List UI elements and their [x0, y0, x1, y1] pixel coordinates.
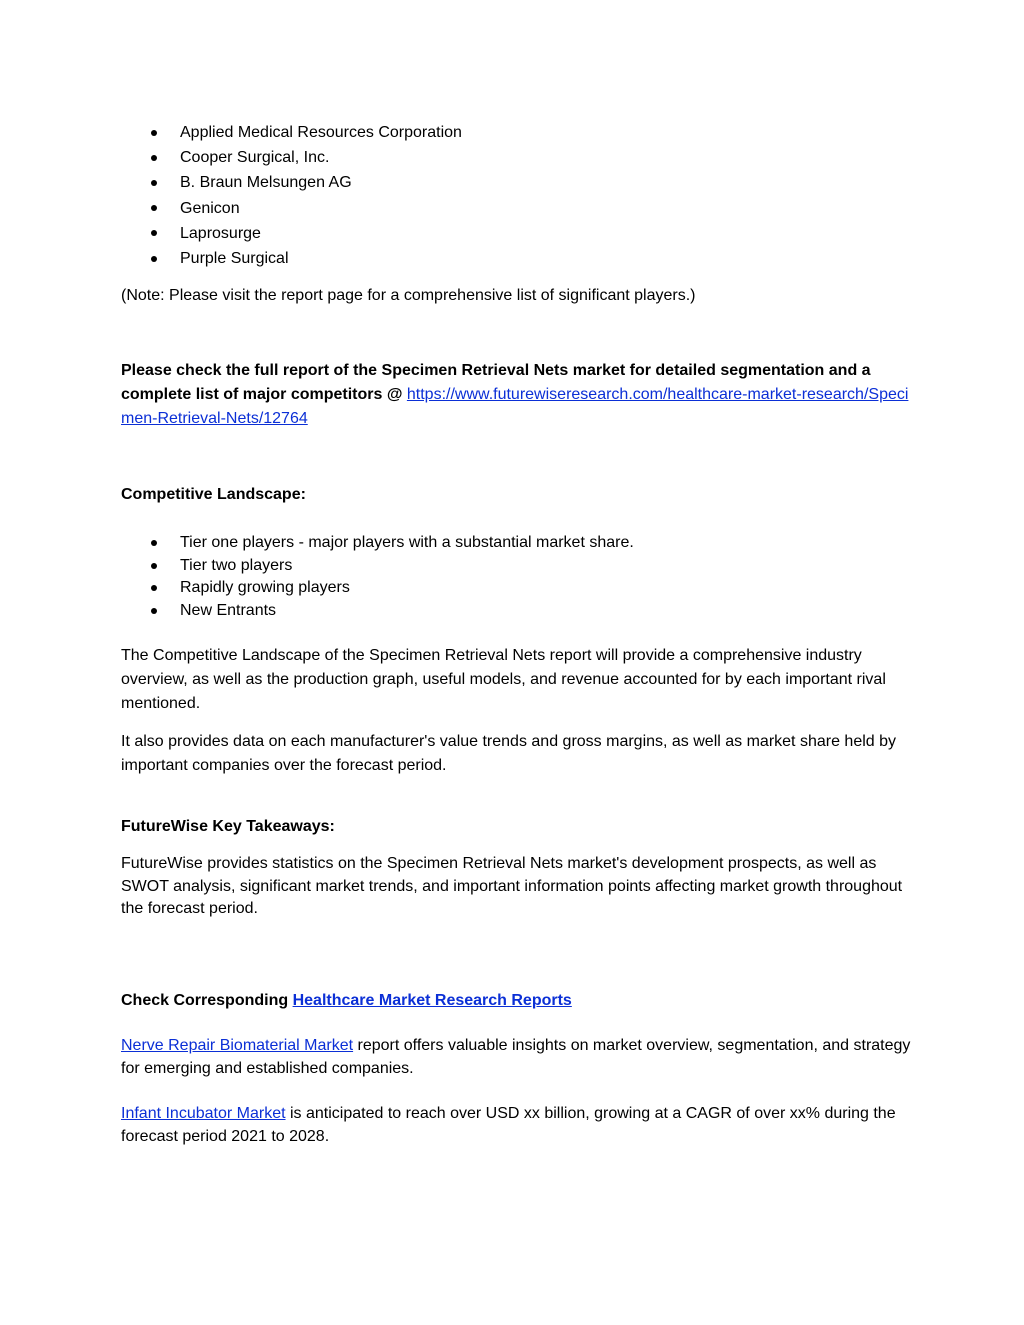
list-item [121, 532, 911, 555]
related-item-1-text: report offers valuable insights on market overview, segmentation, and strategy for emerging and established companies. [121, 1037, 911, 1077]
related-item-1-block [121, 1035, 911, 1080]
related-item-2-block [121, 1103, 911, 1148]
takeaways-para-block [121, 853, 911, 921]
list-item [121, 555, 911, 578]
bullet-icon [151, 230, 157, 236]
competitive-para1-block [121, 644, 911, 716]
competitive-paragraph-2: It also provides data on each manufacturer's value trends and gross margins, as well as market share held by important companies over the forecast period. [121, 733, 897, 774]
note-text: (Note: Please visit the report page for a comprehensive list of significant players.) [121, 287, 696, 304]
list-item-label: Purple Surgical [180, 250, 289, 268]
competitive-para2-block [121, 730, 911, 778]
related-item-2 [121, 1103, 911, 1148]
bullet-icon [151, 180, 157, 186]
list-item [121, 577, 911, 600]
list-item-label: New Entrants [180, 601, 277, 619]
list-item [121, 221, 911, 246]
competitive-paragraph-1: The Competitive Landscape of the Specimen Retrieval Nets report will provide a comprehensive industry overview, as well as the production graph, useful models, and revenue accounted for by each important rival mentioned. [121, 647, 886, 712]
players-list-block [121, 120, 911, 271]
players-list [121, 120, 911, 271]
cta-bold-text: Please check the full report of the Specimen Retrieval Nets market for detailed segmentation and a complete list of major competitors @ [121, 362, 871, 403]
bullet-icon [151, 563, 157, 569]
takeaways-heading-block [121, 815, 911, 839]
related-item-2-text: is anticipated to reach over USD xx billion, growing at a CAGR of over xx% during the forecast period 2021 to 2028. [121, 1105, 896, 1145]
competitive-list-block [121, 532, 911, 622]
report-link[interactable]: https://www.futurewiseresearch.com/healthcare-market-research/Specimen-Retrieval-Nets/12764 [121, 386, 909, 427]
list-item [121, 170, 911, 195]
list-item [121, 145, 911, 170]
cta-block [121, 359, 911, 431]
nerve-repair-link[interactable]: Nerve Repair Biomaterial Market [121, 1037, 354, 1054]
list-item-label: Genicon [180, 199, 240, 217]
list-item-label: B. Braun Melsungen AG [180, 174, 352, 192]
list-item [121, 246, 911, 271]
list-item [121, 600, 911, 623]
bullet-icon [151, 540, 157, 546]
bullet-icon [151, 130, 157, 136]
list-item-label: Tier two players [180, 556, 293, 574]
corresponding-block [121, 989, 911, 1013]
takeaways-paragraph: FutureWise provides statistics on the Specimen Retrieval Nets market's development prospects, as well as SWOT analysis, significant market trends, and important information points affecting market growth throughout the forecast period. [121, 855, 903, 917]
bullet-icon [151, 205, 157, 211]
list-item [121, 196, 911, 221]
list-item [121, 120, 911, 145]
infant-incubator-link[interactable]: Infant Incubator Market [121, 1105, 286, 1122]
cta-paragraph [121, 359, 911, 431]
competitive-heading-block [121, 483, 911, 507]
bullet-icon [151, 155, 157, 161]
takeaways-heading: FutureWise Key Takeaways: [121, 818, 335, 835]
bullet-icon [151, 256, 157, 262]
corresponding-prefix: Check Corresponding [121, 992, 289, 1009]
corresponding-line [121, 989, 911, 1013]
related-item-1 [121, 1035, 911, 1080]
list-item-label: Applied Medical Resources Corporation [180, 124, 462, 141]
competitive-list [121, 532, 911, 622]
list-item-label: Rapidly growing players [180, 579, 350, 597]
competitive-heading: Competitive Landscape: [121, 486, 306, 503]
list-item-label: Cooper Surgical, Inc. [180, 149, 330, 167]
list-item-label: Tier one players - major players with a substantial market share. [180, 534, 634, 551]
healthcare-reports-link[interactable]: Healthcare Market Research Reports [292, 992, 572, 1009]
bullet-icon [151, 585, 157, 591]
list-item-label: Laprosurge [180, 224, 261, 242]
note-block [121, 284, 911, 308]
bullet-icon [151, 608, 157, 614]
